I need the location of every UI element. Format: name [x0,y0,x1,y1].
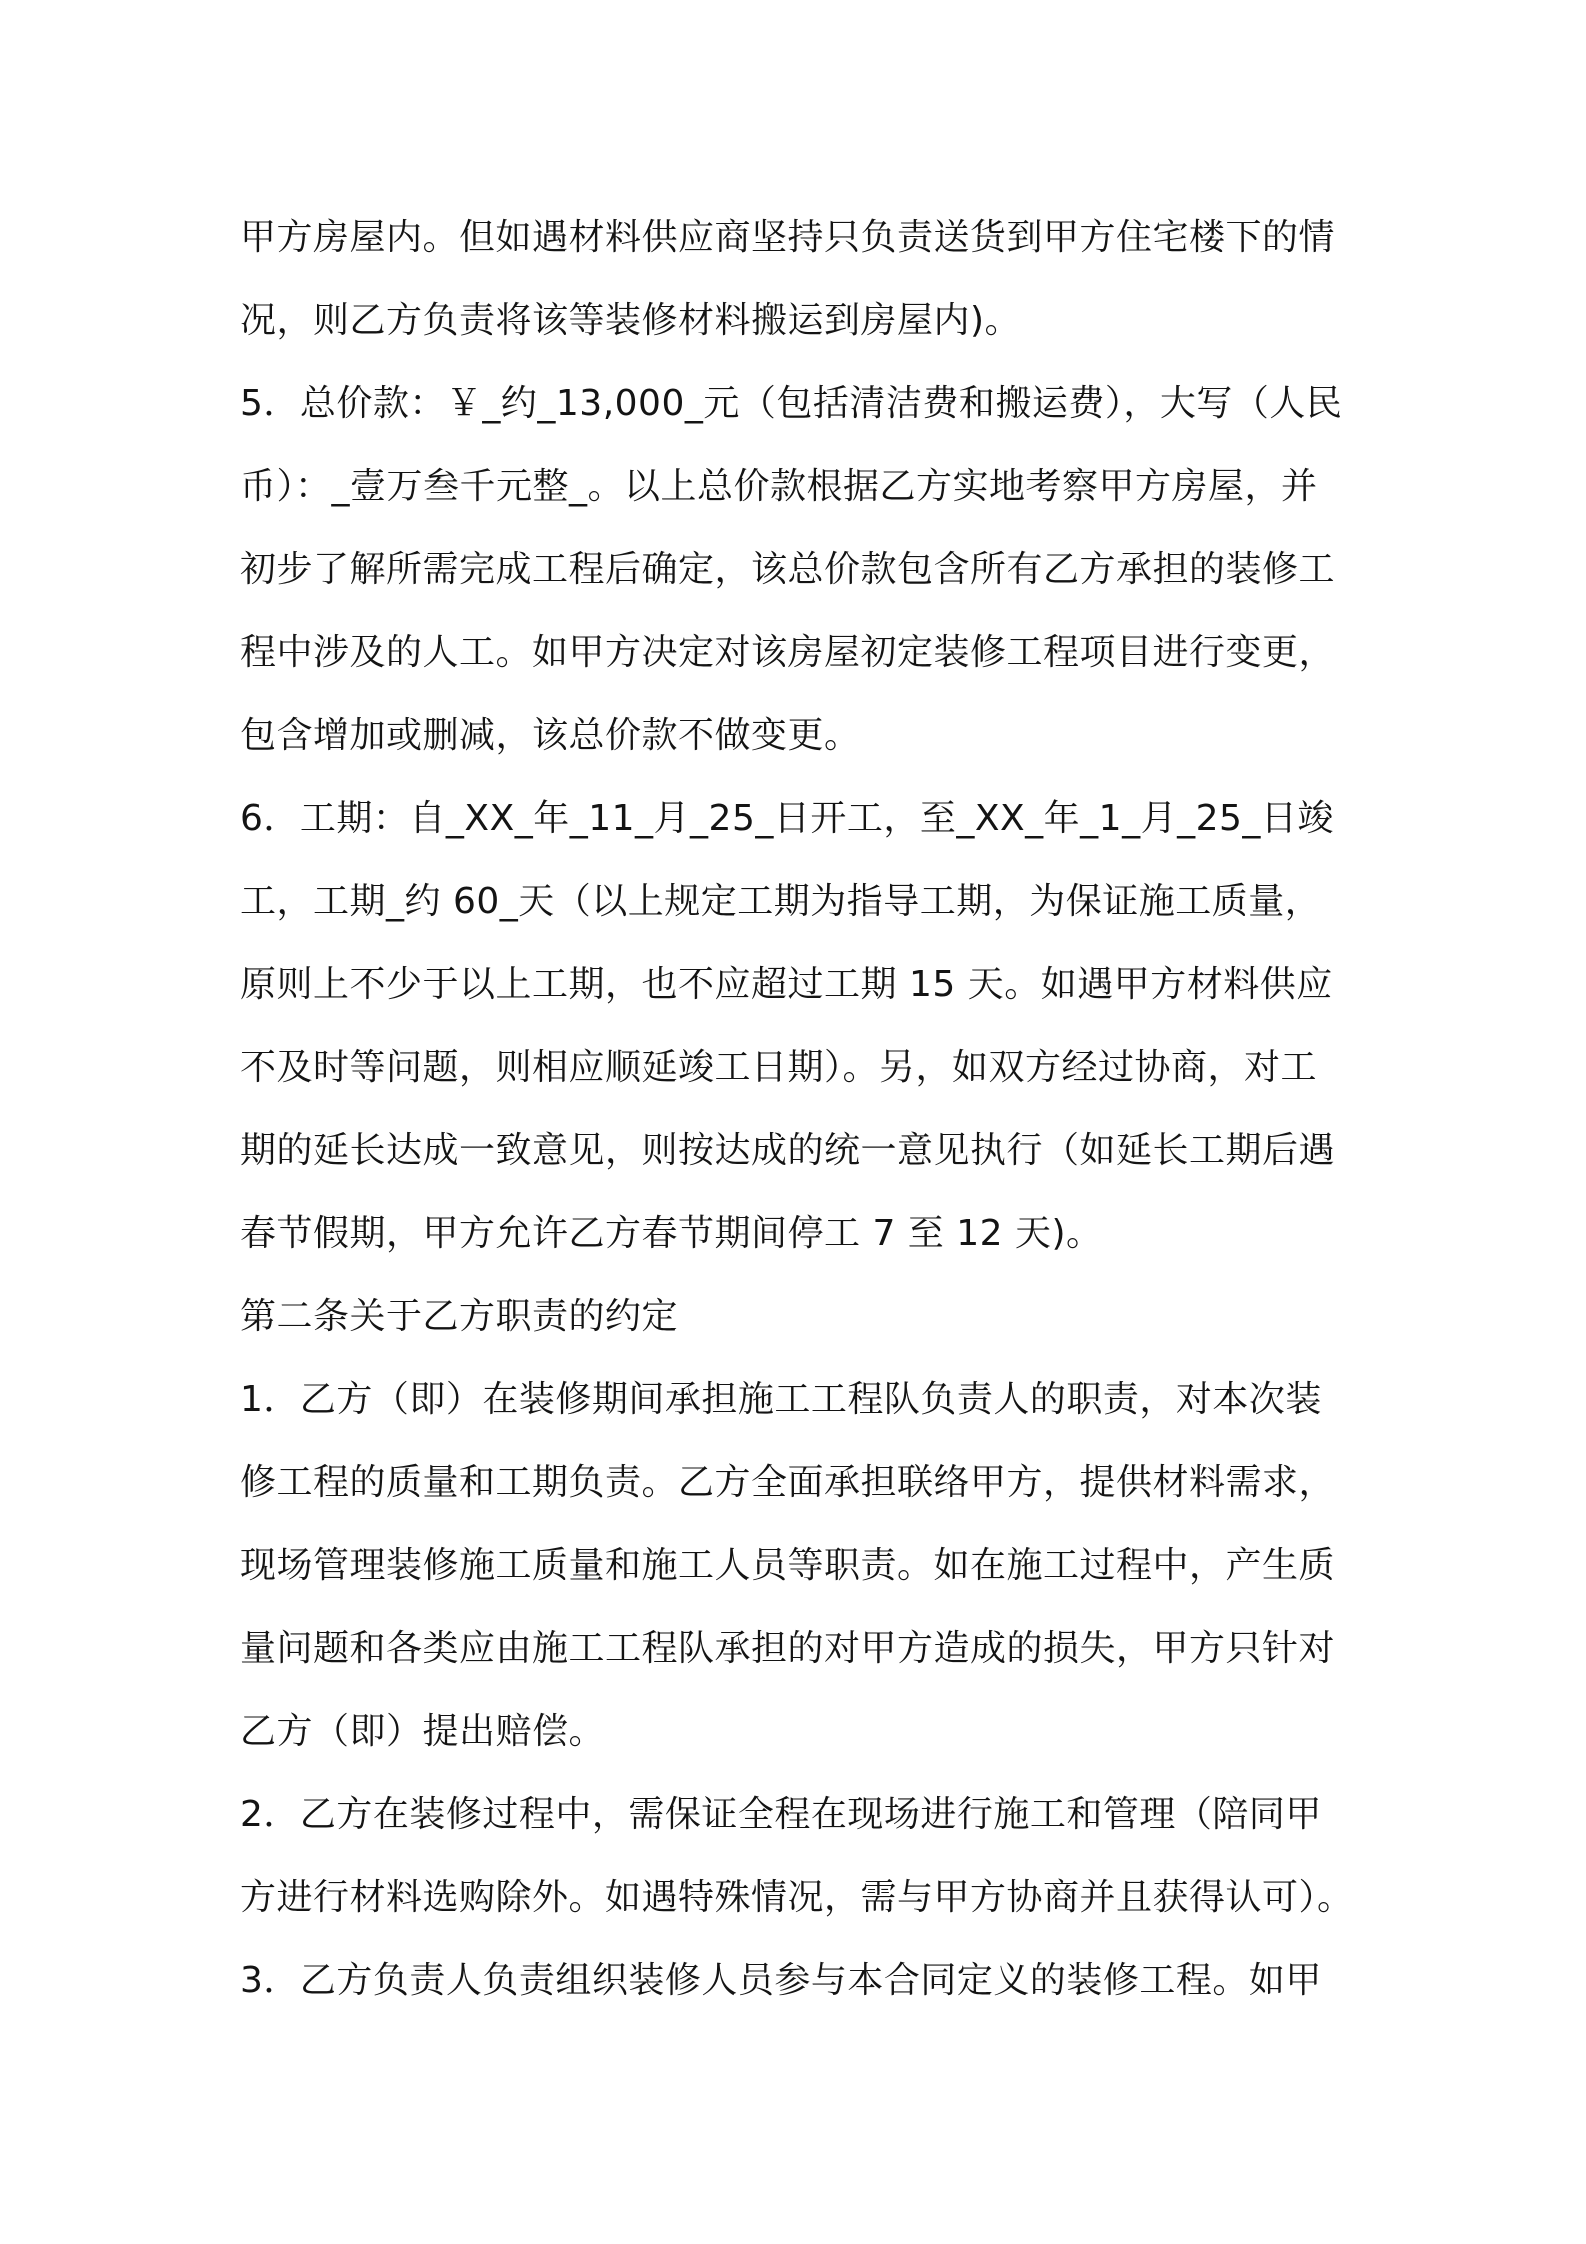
text-line: 原则上不少于以上工期，也不应超过工期 15 天。如遇甲方材料供应 [240,964,1333,1005]
text-line: 乙方（即）提出赔偿。 [240,1711,606,1752]
text-line: 方进行材料选购除外。如遇特殊情况，需与甲方协商并且获得认可）。 [240,1877,1354,1918]
text-line: 2．乙方在装修过程中，需保证全程在现场进行施工和管理（陪同甲 [240,1794,1322,1835]
text-line: 工，工期_约 60_天（以上规定工期为指导工期，为保证施工质量， [240,881,1322,922]
text-line: 量问题和各类应由施工工程队承担的对甲方造成的损失，甲方只针对 [240,1628,1336,1669]
text-line: 春节假期，甲方允许乙方春节期间停工 7 至 12 天)。 [240,1213,1103,1254]
text-line: 1．乙方（即）在装修期间承担施工工程队负责人的职责，对本次装 [240,1379,1322,1420]
text-line: 包含增加或删减，该总价款不做变更。 [240,715,861,756]
text-line: 程中涉及的人工。如甲方决定对该房屋初定装修工程项目进行变更， [240,632,1336,673]
text-line: 况，则乙方负责将该等装修材料搬运到房屋内)。 [240,300,1022,341]
section-heading: 第二条关于乙方职责的约定 [240,1296,679,1337]
text-line: 3．乙方负责人负责组织装修人员参与本合同定义的装修工程。如甲 [240,1960,1322,2001]
text-line: 6．工期：自_XX_年_11_月_25_日开工，至_XX_年_1_月_25_日竣 [240,798,1334,839]
text-line: 期的延长达成一致意见，则按达成的统一意见执行（如延长工期后遇 [240,1130,1336,1171]
text-line: 初步了解所需完成工程后确定，该总价款包含所有乙方承担的装修工 [240,549,1336,590]
text-line: 修工程的质量和工期负责。乙方全面承担联络甲方，提供材料需求， [240,1462,1336,1503]
text-line: 币）：_壹万叁千元整_。以上总价款根据乙方实地考察甲方房屋，并 [240,466,1318,507]
text-line: 现场管理装修施工质量和施工人员等职责。如在施工过程中，产生质 [240,1545,1336,1586]
text-line: 不及时等问题，则相应顺延竣工日期）。另，如双方经过协商，对工 [240,1047,1318,1088]
text-line: 甲方房屋内。但如遇材料供应商坚持只负责送货到甲方住宅楼下的情 [240,217,1336,258]
document-body [240,196,1370,2022]
text-line: 5．总价款：￥_约_13,000_元（包括清洁费和搬运费），大写（人民 [240,383,1343,424]
